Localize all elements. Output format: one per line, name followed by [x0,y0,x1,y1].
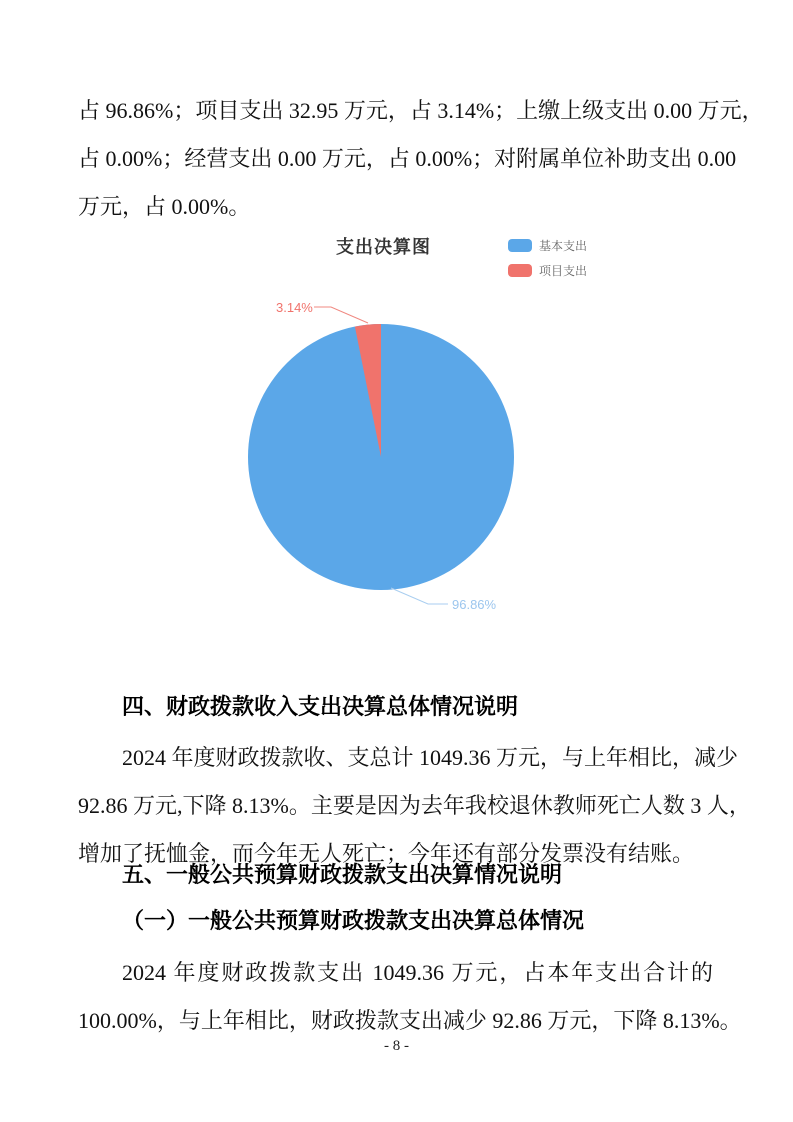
intro-line-3: 万元，占 0.00%。 [78,194,251,219]
page-number: - 8 - [384,1038,409,1054]
section4-heading: 四、财政拨款收入支出决算总体情况说明 [122,694,519,719]
section4-paragraph [78,734,751,878]
intro-line-1: 占 96.86%；项目支出 32.95 万元，占 3.14%；上缴上级支出 0.00 万元， [78,98,764,123]
section5-line-2: 100.00%，与上年相比，财政拨款支出减少 92.86 万元，下降 8.13%。 [78,1008,742,1033]
legend-swatch-project [508,264,532,277]
section5-subheading: （一）一般公共预算财政拨款支出决算总体情况 [122,908,585,933]
legend-swatch-project-icon [508,264,532,277]
section4-line-2: 92.86 万元,下降 8.13%。主要是因为去年我校退休教师死亡人数 3 人， [78,793,751,818]
section5-paragraph [78,949,742,1045]
legend-swatch-basic-icon [508,239,532,252]
pie-label-major: 96.86% [452,597,497,612]
chart-legend [508,237,587,279]
legend-swatch-basic [508,239,532,252]
minor-leader-line [314,307,368,323]
chart-title: 支出决算图 [336,237,431,257]
legend-item-basic [508,237,587,254]
section4-line-3: 增加了抚恤金，而今年无人死亡；今年还有部分发票没有结账。 [78,841,695,866]
section5-heading: 五、一般公共预算财政拨款支出决算情况说明 [122,862,563,887]
pie-chart [225,282,565,627]
legend-label-project: 项目支出 [539,264,588,278]
pie-label-minor: 3.14% [276,300,313,315]
legend-item-project [508,262,587,279]
section4-line-1: 2024 年度财政拨款收、支总计 1049.36 万元，与上年相比，减少 [122,745,739,770]
major-leader-line [391,588,448,604]
section5-line-1: 2024 年度财政拨款支出 1049.36 万元，占本年支出合计的 [122,960,713,985]
intro-line-2: 占 0.00%；经营支出 0.00 万元，占 0.00%；对附属单位补助支出 0.00 [78,146,737,171]
legend-label-basic: 基本支出 [539,239,588,253]
intro-paragraph [78,87,764,231]
